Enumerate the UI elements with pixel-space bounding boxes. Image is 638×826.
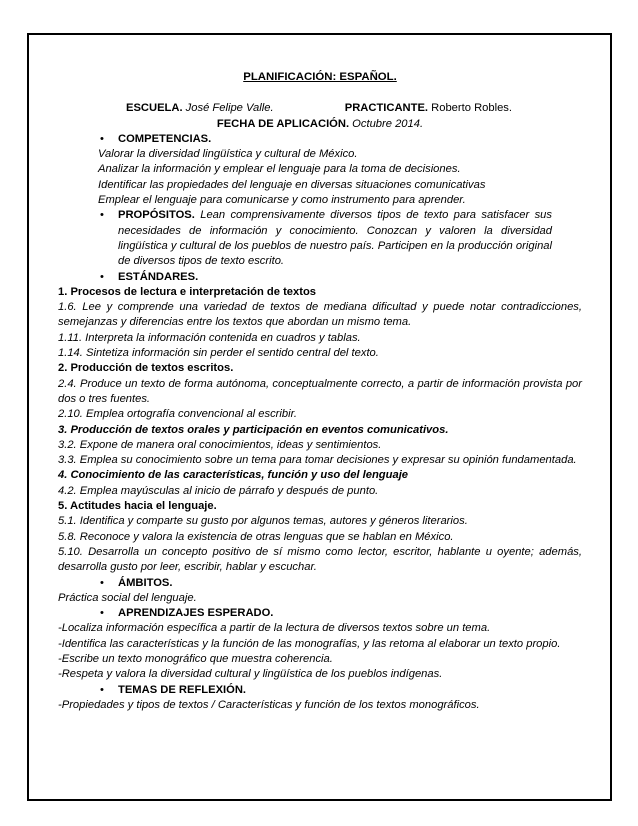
escuela-field xyxy=(126,101,274,116)
aprendizaje-item: -Escribe un texto monográfico que muestra coherencia. xyxy=(58,652,333,665)
header-row xyxy=(88,101,552,116)
fecha-value: Octubre 2014. xyxy=(349,117,424,130)
bullet-icon: • xyxy=(100,683,104,696)
section-title: 1. Procesos de lectura e interpretación de textos xyxy=(58,285,317,298)
fecha-field xyxy=(88,117,552,132)
standard-line: 5.10. Desarrolla un concepto positivo de sí mismo como lector, escritor, hablante u oyente; además, desarrolla gusto por leer, escribir, hablar y escuchar. xyxy=(58,545,582,574)
bullet-icon: • xyxy=(100,576,104,589)
standard-line: 3.2. Expone de manera oral conocimientos, ideas y sentimientos. xyxy=(58,438,382,451)
standard-line: 2.4. Produce un texto de forma autónoma, conceptualmente correcto, a partir de información provista por dos o tres fuentes. xyxy=(58,377,582,405)
section-title: 5. Actitudes hacia el lenguaje. xyxy=(58,500,217,513)
standard-line: 1.14. Sintetiza información sin perder el sentido central del texto. xyxy=(58,347,379,360)
standard-line: 3.3. Emplea su conocimiento sobre un tema para tomar decisiones y expresar su opinión fundamentada. xyxy=(58,454,577,467)
ambitos-heading: • ÁMBITOS. xyxy=(58,576,582,591)
standard-line: 1.6. Lee y comprende una variedad de textos de mediana dificultad y puede notar contradicciones, semejanzas y diferencias entre los textos que abordan un mismo tema. xyxy=(58,301,582,329)
competencia-item: Analizar la información y emplear el lenguaje para la toma de decisiones. xyxy=(98,163,461,176)
section-title: 4. Conocimiento de las características, función y uso del lenguaje xyxy=(58,469,409,482)
escuela-label: ESCUELA. xyxy=(126,102,183,115)
bullet-icon: • xyxy=(100,132,104,145)
estandares-heading: • ESTÁNDARES. xyxy=(88,270,552,285)
temas-text: -Propiedades y tipos de textos / Características y función de los textos monográficos. xyxy=(58,698,480,711)
standard-line: 1.11. Interpreta la información contenida en cuadros y tablas. xyxy=(58,331,361,344)
standard-line: 4.2. Emplea mayúsculas al inicio de párrafo y después de punto. xyxy=(58,484,379,497)
standard-line: 2.10. Emplea ortografía convencional al escribir. xyxy=(58,408,298,421)
standard-line: 5.1. Identifica y comparte su gusto por algunos temas, autores y géneros literarios. xyxy=(58,515,468,528)
aprendizaje-item: -Localiza información específica a partir de la lectura de diversos textos sobre un tema. xyxy=(58,622,491,635)
propositos-text: Lean comprensivamente diversos tipos de texto para satisfacer sus necesidades de información y conocimiento. Conozcan y valoren la diversidad lingüística y cultural de los pueblos de nuestro país. Participen en la producción original de diversos tipos de texto escrito. xyxy=(118,209,552,268)
competencia-item: Valorar la diversidad lingüística y cultural de México. xyxy=(98,148,358,161)
practicante-label: PRACTICANTE. xyxy=(344,102,429,115)
bullet-icon: • xyxy=(100,270,104,283)
propositos-block xyxy=(88,208,552,269)
document-body xyxy=(58,70,582,713)
propositos-heading: PROPÓSITOS. xyxy=(118,209,195,222)
practicante-value: Roberto Robles. xyxy=(428,102,512,115)
aprendizaje-item: -Identifica las características y la función de las monografías, y las retoma al elaborar un texto propio. xyxy=(58,637,561,650)
ambitos-text: Práctica social del lenguaje. xyxy=(58,591,197,604)
page-title: PLANIFICACIÓN: ESPAÑOL. xyxy=(243,71,397,83)
aprendizajes-heading: • APRENDIZAJES ESPERADO. xyxy=(58,606,582,621)
standard-line: 5.8. Reconoce y valora la existencia de otras lenguas que se hablan en México. xyxy=(58,530,454,543)
bullet-icon: • xyxy=(100,607,104,620)
section-title: 3. Producción de textos orales y participación en eventos comunicativos. xyxy=(58,423,449,436)
competencias-heading: • COMPETENCIAS. xyxy=(88,132,552,147)
section-title: 2. Producción de textos escritos. xyxy=(58,362,234,375)
aprendizaje-item: -Respeta y valora la diversidad cultural y lingüística de los pueblos indígenas. xyxy=(58,668,443,681)
competencia-item: Identificar las propiedades del lenguaje en diversas situaciones comunicativas xyxy=(98,178,486,191)
practicante-field xyxy=(345,101,512,116)
escuela-value: José Felipe Valle. xyxy=(182,102,274,115)
temas-heading: • TEMAS DE REFLEXIÓN. xyxy=(58,683,582,698)
estandares-list xyxy=(58,285,582,713)
competencia-item: Emplear el lenguaje para comunicarse y como instrumento para aprender. xyxy=(98,194,466,207)
bullet-icon: • xyxy=(100,209,104,222)
fecha-label: FECHA DE APLICACIÓN. xyxy=(216,117,350,130)
